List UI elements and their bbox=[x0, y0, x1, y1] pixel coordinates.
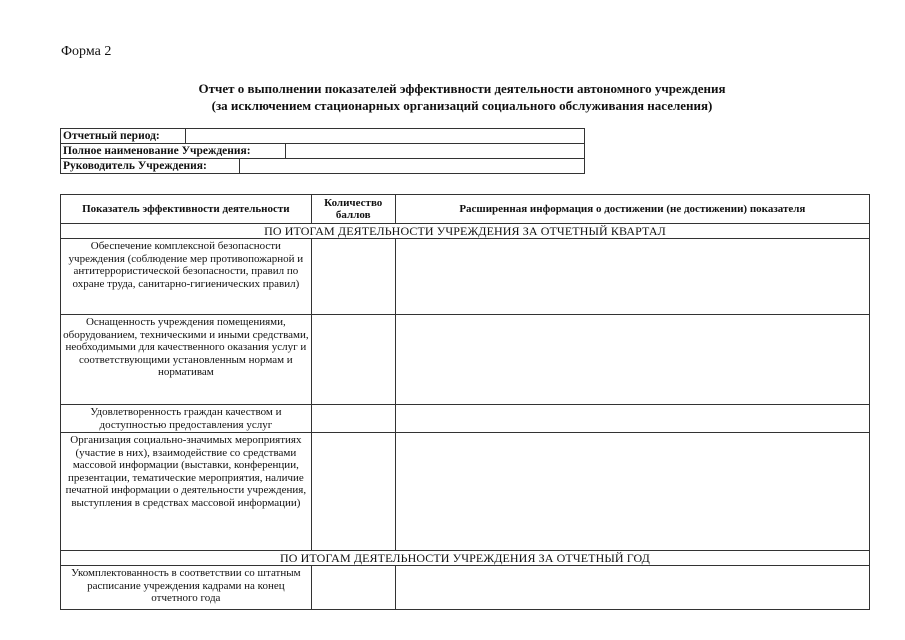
indicator-satisfaction: Удовлетворенность граждан качеством и доступностью предоставления услуг bbox=[61, 405, 312, 433]
institution-name-field[interactable] bbox=[286, 144, 584, 158]
score-cell[interactable] bbox=[311, 405, 395, 433]
table-row bbox=[61, 239, 870, 315]
details-cell[interactable] bbox=[395, 239, 869, 315]
indicator-equipment: Оснащенность учреждения помещениями, оборудованием, техническими и иными средствами, необходимыми для качественного оказания услуг и соответствующими установленным нормам и нормативам bbox=[61, 315, 312, 405]
info-row-period bbox=[61, 129, 585, 144]
score-cell[interactable] bbox=[311, 239, 395, 315]
section-row-year bbox=[61, 551, 870, 566]
info-row-name bbox=[61, 144, 585, 159]
details-cell[interactable] bbox=[395, 566, 869, 610]
indicator-social-events: Организация социально-значимых мероприятиях (участие в них), взаимодействие со средствами массовой информации (выставки, конференции, презентации, тематические мероприятия, наличие печатной информации о деятельности учреждения, выступления в средствах массовой информации) bbox=[61, 433, 312, 551]
indicators-table bbox=[60, 194, 870, 610]
director-label: Руководитель Учреждения: bbox=[61, 159, 240, 173]
section-quarter-title: ПО ИТОГАМ ДЕЯТЕЛЬНОСТИ УЧРЕЖДЕНИЯ ЗА ОТЧЕТНЫЙ КВАРТАЛ bbox=[61, 224, 870, 239]
institution-name-label: Полное наименование Учреждения: bbox=[61, 144, 286, 158]
report-title: Отчет о выполнении показателей эффективности деятельности автономного учреждения bbox=[198, 81, 726, 96]
score-cell[interactable] bbox=[311, 315, 395, 405]
header-indicator: Показатель эффективности деятельности bbox=[61, 195, 312, 224]
score-cell[interactable] bbox=[311, 433, 395, 551]
table-row bbox=[61, 405, 870, 433]
details-cell[interactable] bbox=[395, 315, 869, 405]
table-row bbox=[61, 315, 870, 405]
period-field[interactable] bbox=[186, 129, 584, 143]
header-info-table bbox=[60, 128, 585, 174]
indicator-safety: Обеспечение комплексной безопасности учреждения (соблюдение мер противопожарной и антитеррористической безопасности, правил по охране труда, санитарно-гигиенических правил) bbox=[61, 239, 312, 315]
period-label: Отчетный период: bbox=[61, 129, 186, 143]
score-cell[interactable] bbox=[311, 566, 395, 610]
info-row-head bbox=[61, 159, 585, 174]
details-cell[interactable] bbox=[395, 405, 869, 433]
section-year-title: ПО ИТОГАМ ДЕЯТЕЛЬНОСТИ УЧРЕЖДЕНИЯ ЗА ОТЧЕТНЫЙ ГОД bbox=[61, 551, 870, 566]
indicator-staffing: Укомплектованность в соответствии со штатным расписание учреждения кадрами на конец отчетного года bbox=[61, 566, 312, 610]
details-cell[interactable] bbox=[395, 433, 869, 551]
director-field[interactable] bbox=[240, 159, 584, 173]
table-row bbox=[61, 566, 870, 610]
form-number: Форма 2 bbox=[61, 44, 112, 59]
header-details: Расширенная информация о достижении (не достижении) показателя bbox=[395, 195, 869, 224]
section-row-quarter bbox=[61, 224, 870, 239]
table-row bbox=[61, 433, 870, 551]
header-score: Количество баллов bbox=[311, 195, 395, 224]
report-subtitle: (за исключением стационарных организаций социального обслуживания населения) bbox=[211, 98, 713, 113]
table-header-row bbox=[61, 195, 870, 224]
